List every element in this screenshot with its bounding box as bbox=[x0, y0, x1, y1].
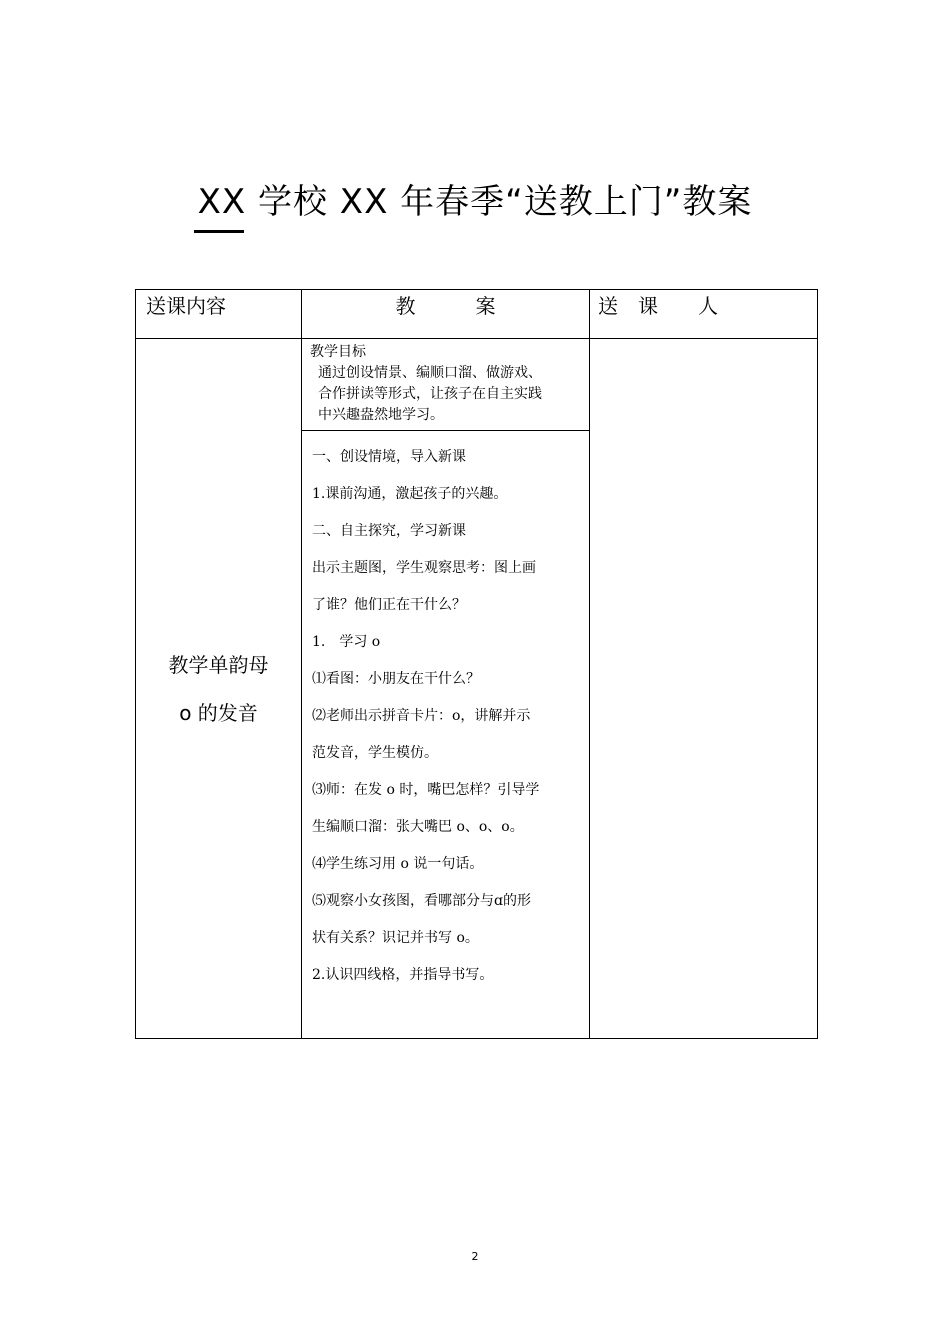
page-number: 2 bbox=[471, 1250, 479, 1263]
teaching-steps bbox=[302, 431, 589, 1034]
step-line: 生编顺口溜：张大嘴巴 o、o、o。 bbox=[312, 819, 524, 835]
goal-line: 中兴趣盎然地学习。 bbox=[318, 407, 444, 423]
table-header-row bbox=[136, 290, 818, 339]
title-underline bbox=[194, 230, 244, 233]
goal-line: 通过创设情景、编顺口溜、做游戏、 bbox=[318, 365, 542, 381]
step-line: 二、自主探究，学习新课 bbox=[312, 523, 466, 539]
teaching-goal bbox=[302, 339, 589, 431]
header-lesson-plan: 教 案 bbox=[302, 290, 590, 339]
lesson-plan-table bbox=[135, 289, 818, 1039]
subject-cell bbox=[136, 339, 302, 1039]
step-line: 1. 学习 o bbox=[312, 634, 381, 650]
step-line: 了谁？他们正在干什么？ bbox=[312, 597, 466, 613]
step-line: ⑷学生练习用 o 说一句话。 bbox=[312, 856, 484, 872]
step-line: 范发音，学生模仿。 bbox=[312, 745, 438, 761]
header-presenter: 送 课 人 bbox=[590, 290, 818, 339]
presenter-cell bbox=[590, 339, 818, 1039]
step-line: ⑸观察小女孩图，看哪部分与ɑ的形 bbox=[312, 893, 531, 909]
goal-line: 合作拼读等形式，让孩子在自主实践 bbox=[318, 386, 542, 402]
header-content: 送课内容 bbox=[136, 290, 302, 339]
step-line: ⑵老师出示拼音卡片：o，讲解并示 bbox=[312, 708, 531, 724]
step-line: 2.认识四线格，并指导书写。 bbox=[312, 967, 494, 983]
subject-line-1: 教学单韵母 bbox=[168, 652, 269, 677]
table-body-row bbox=[136, 339, 818, 1039]
goal-title: 教学目标 bbox=[310, 344, 366, 360]
subject-line-2: o 的发音 bbox=[179, 700, 258, 725]
step-line: 出示主题图，学生观察思考：图上画 bbox=[312, 560, 536, 576]
step-line: ⑴看图：小朋友在干什么？ bbox=[312, 671, 480, 687]
document-title: XX 学校 XX 年春季“送教上门”教案 bbox=[197, 182, 753, 222]
lesson-content-cell bbox=[302, 339, 590, 1039]
step-line: ⑶师：在发 o 时，嘴巴怎样？引导学 bbox=[312, 782, 540, 798]
step-line: 1.课前沟通，激起孩子的兴趣。 bbox=[312, 486, 508, 502]
step-line: 状有关系？识记并书写 o。 bbox=[312, 930, 479, 946]
step-line: 一、创设情境，导入新课 bbox=[312, 449, 466, 465]
